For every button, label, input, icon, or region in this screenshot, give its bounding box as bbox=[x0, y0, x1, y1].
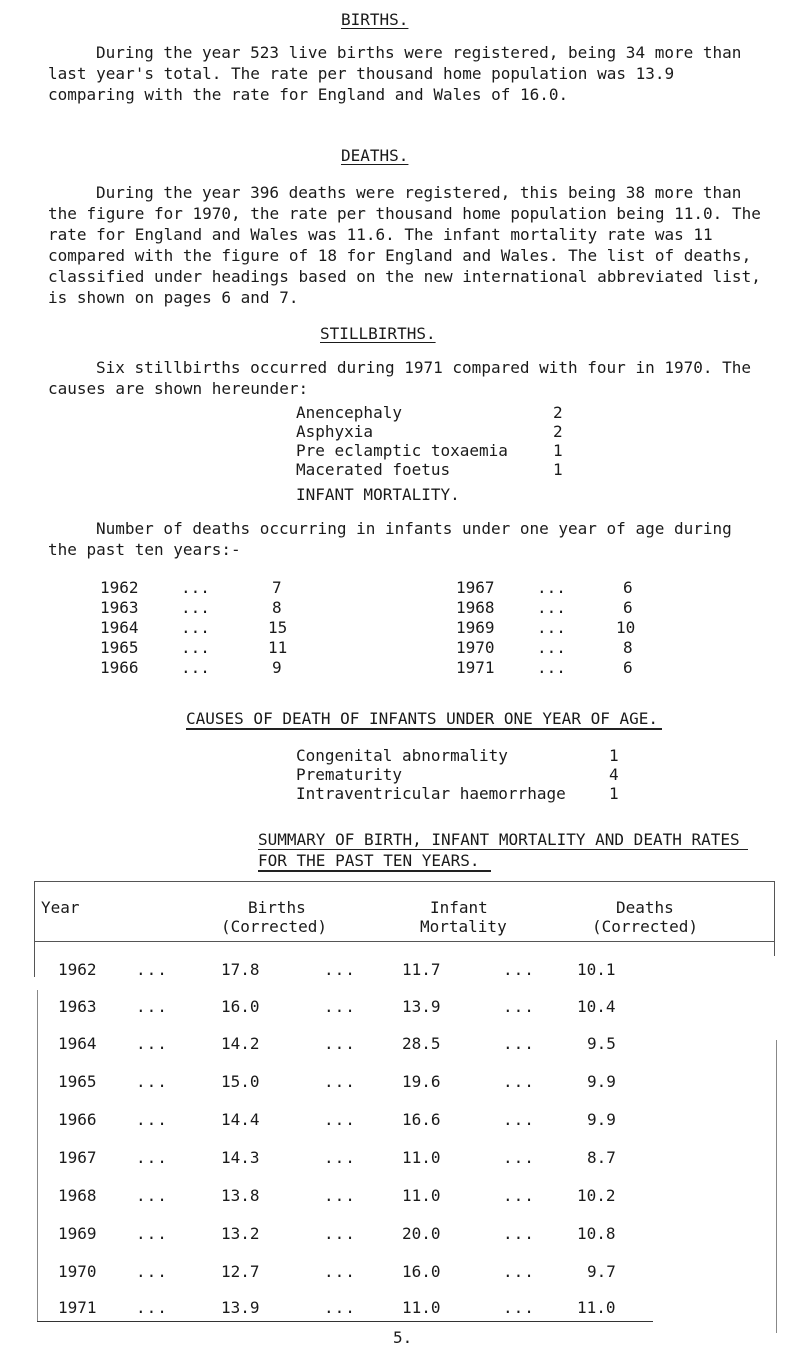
row-year: 1971 bbox=[58, 1298, 97, 1317]
row-year: 1963 bbox=[58, 997, 97, 1016]
row-deaths: 10.8 bbox=[577, 1224, 616, 1243]
row-infant: 20.0 bbox=[402, 1224, 441, 1243]
row-births: 13.8 bbox=[221, 1186, 260, 1205]
infant-dots: ... bbox=[537, 618, 566, 637]
row-year: 1968 bbox=[58, 1186, 97, 1205]
row-deaths: 11.0 bbox=[577, 1298, 616, 1317]
row-dots: ... bbox=[136, 1224, 168, 1243]
row-year: 1967 bbox=[58, 1148, 97, 1167]
stillbirths-heading: STILLBIRTHS. bbox=[320, 324, 436, 343]
infant-cause-label: Congenital abnormality bbox=[296, 746, 508, 765]
stillbirth-cause-count: 1 bbox=[553, 460, 563, 479]
row-deaths: 9.9 bbox=[587, 1110, 616, 1129]
infant-year: 1964 bbox=[100, 618, 139, 637]
stillbirth-cause-label: Pre eclamptic toxaemia bbox=[296, 441, 508, 460]
summary-heading-underline1 bbox=[258, 849, 748, 850]
infant-mortality-heading: INFANT MORTALITY. bbox=[296, 485, 460, 504]
row-dots: ... bbox=[136, 960, 168, 979]
row-dots: ... bbox=[136, 997, 168, 1016]
row-births: 14.3 bbox=[221, 1148, 260, 1167]
stillbirth-cause-label: Asphyxia bbox=[296, 422, 374, 441]
row-dots: ... bbox=[324, 1148, 356, 1167]
column-header-births: Births bbox=[248, 898, 306, 917]
row-dots: ... bbox=[503, 1148, 535, 1167]
row-infant: 11.7 bbox=[402, 960, 441, 979]
row-births: 14.2 bbox=[221, 1034, 260, 1053]
row-dots: ... bbox=[136, 1186, 168, 1205]
infant-count: 8 bbox=[623, 638, 633, 657]
row-dots: ... bbox=[503, 997, 535, 1016]
infant-count: 11 bbox=[268, 638, 288, 657]
infant-count: 15 bbox=[268, 618, 288, 637]
infant-count: 6 bbox=[623, 658, 633, 677]
row-dots: ... bbox=[324, 1110, 356, 1129]
infant-cause-label: Intraventricular haemorrhage bbox=[296, 784, 566, 803]
infant-count: 7 bbox=[272, 578, 282, 597]
row-births: 16.0 bbox=[221, 997, 260, 1016]
infant-year: 1967 bbox=[456, 578, 495, 597]
table-right-border bbox=[776, 1040, 777, 1333]
deaths-paragraph: During the year 396 deaths were registered, this being 38 more than the figure for 1970, the rate per thousand home population being 11.0. The rate for England and Wales was 11.6. The infant mortality rate was 11 compared with the figure of 18 for England and Wales. The list of deaths, classified under headings based on the new international abbreviated list, is shown on pages 6 and 7. bbox=[48, 183, 761, 307]
row-infant: 28.5 bbox=[402, 1034, 441, 1053]
table-bottom-rule bbox=[37, 1321, 653, 1322]
infant-cause-count: 1 bbox=[609, 746, 619, 765]
row-dots: ... bbox=[324, 1224, 356, 1243]
row-dots: ... bbox=[503, 1186, 535, 1205]
summary-heading-line1: SUMMARY OF BIRTH, INFANT MORTALITY AND DEATH RATES bbox=[258, 830, 740, 849]
row-dots: ... bbox=[503, 1072, 535, 1091]
row-infant: 19.6 bbox=[402, 1072, 441, 1091]
infant-cause-label: Prematurity bbox=[296, 765, 402, 784]
summary-heading-line2: FOR THE PAST TEN YEARS. bbox=[258, 851, 480, 870]
row-deaths: 9.7 bbox=[587, 1262, 616, 1281]
column-header-year: Year bbox=[41, 898, 80, 917]
row-year: 1966 bbox=[58, 1110, 97, 1129]
row-births: 15.0 bbox=[221, 1072, 260, 1091]
row-births: 14.4 bbox=[221, 1110, 260, 1129]
infant-dots: ... bbox=[181, 598, 210, 617]
infant-year: 1962 bbox=[100, 578, 139, 597]
row-deaths: 10.2 bbox=[577, 1186, 616, 1205]
infant-mortality-paragraph: Number of deaths occurring in infants under one year of age during the past ten years:- bbox=[48, 519, 732, 559]
row-deaths: 8.7 bbox=[587, 1148, 616, 1167]
infant-dots: ... bbox=[537, 578, 566, 597]
infant-year: 1970 bbox=[456, 638, 495, 657]
row-births: 13.9 bbox=[221, 1298, 260, 1317]
row-dots: ... bbox=[503, 960, 535, 979]
column-header-infant: Infant bbox=[430, 898, 488, 917]
infant-causes-heading: CAUSES OF DEATH OF INFANTS UNDER ONE YEAR OF AGE. bbox=[186, 709, 659, 728]
stillbirths-paragraph: Six stillbirths occurred during 1971 compared with four in 1970. The causes are shown hereunder: bbox=[48, 358, 752, 398]
infant-year: 1969 bbox=[456, 618, 495, 637]
infant-dots: ... bbox=[181, 618, 210, 637]
row-dots: ... bbox=[503, 1110, 535, 1129]
infant-dots: ... bbox=[537, 658, 566, 677]
row-dots: ... bbox=[136, 1262, 168, 1281]
infant-dots: ... bbox=[181, 578, 210, 597]
row-infant: 13.9 bbox=[402, 997, 441, 1016]
infant-cause-count: 4 bbox=[609, 765, 619, 784]
stillbirth-cause-label: Macerated foetus bbox=[296, 460, 451, 479]
births-heading: BIRTHS. bbox=[341, 10, 409, 29]
stillbirth-cause-count: 1 bbox=[553, 441, 563, 460]
row-dots: ... bbox=[324, 1298, 356, 1317]
row-infant: 16.0 bbox=[402, 1262, 441, 1281]
page-number: 5. bbox=[393, 1328, 413, 1347]
row-dots: ... bbox=[136, 1298, 168, 1317]
row-dots: ... bbox=[136, 1072, 168, 1091]
infant-year: 1963 bbox=[100, 598, 139, 617]
row-dots: ... bbox=[324, 960, 356, 979]
row-dots: ... bbox=[324, 1186, 356, 1205]
infant-causes-underline bbox=[186, 728, 662, 730]
infant-count: 6 bbox=[623, 578, 633, 597]
row-dots: ... bbox=[136, 1110, 168, 1129]
table-right-border-top bbox=[774, 881, 775, 956]
row-infant: 11.0 bbox=[402, 1186, 441, 1205]
row-infant: 11.0 bbox=[402, 1148, 441, 1167]
row-dots: ... bbox=[503, 1262, 535, 1281]
infant-cause-count: 1 bbox=[609, 784, 619, 803]
row-dots: ... bbox=[324, 997, 356, 1016]
infant-count: 8 bbox=[272, 598, 282, 617]
summary-heading-underline2 bbox=[258, 870, 491, 872]
column-header-births-sub: (Corrected) bbox=[221, 917, 327, 936]
row-deaths: 9.5 bbox=[587, 1034, 616, 1053]
table-left-border-top bbox=[34, 881, 35, 977]
row-year: 1969 bbox=[58, 1224, 97, 1243]
stillbirth-cause-label: Anencephaly bbox=[296, 403, 402, 422]
row-year: 1964 bbox=[58, 1034, 97, 1053]
row-dots: ... bbox=[503, 1298, 535, 1317]
row-dots: ... bbox=[136, 1148, 168, 1167]
infant-year: 1971 bbox=[456, 658, 495, 677]
row-year: 1965 bbox=[58, 1072, 97, 1091]
row-deaths: 10.4 bbox=[577, 997, 616, 1016]
row-births: 13.2 bbox=[221, 1224, 260, 1243]
column-header-deaths-sub: (Corrected) bbox=[592, 917, 698, 936]
row-dots: ... bbox=[503, 1034, 535, 1053]
infant-count: 6 bbox=[623, 598, 633, 617]
stillbirth-cause-count: 2 bbox=[553, 403, 563, 422]
row-births: 12.7 bbox=[221, 1262, 260, 1281]
infant-dots: ... bbox=[537, 598, 566, 617]
row-year: 1962 bbox=[58, 960, 97, 979]
row-infant: 11.0 bbox=[402, 1298, 441, 1317]
table-left-border bbox=[37, 990, 38, 1322]
infant-year: 1965 bbox=[100, 638, 139, 657]
infant-count: 9 bbox=[272, 658, 282, 677]
row-year: 1970 bbox=[58, 1262, 97, 1281]
deaths-heading: DEATHS. bbox=[341, 146, 409, 165]
infant-year: 1968 bbox=[456, 598, 495, 617]
stillbirth-cause-count: 2 bbox=[553, 422, 563, 441]
column-header-infant-sub: Mortality bbox=[420, 917, 507, 936]
infant-dots: ... bbox=[181, 658, 210, 677]
table-header-rule bbox=[34, 941, 774, 942]
row-dots: ... bbox=[324, 1072, 356, 1091]
column-header-deaths: Deaths bbox=[616, 898, 674, 917]
row-infant: 16.6 bbox=[402, 1110, 441, 1129]
row-dots: ... bbox=[503, 1224, 535, 1243]
row-dots: ... bbox=[324, 1034, 356, 1053]
infant-count: 10 bbox=[616, 618, 636, 637]
row-deaths: 10.1 bbox=[577, 960, 616, 979]
infant-year: 1966 bbox=[100, 658, 139, 677]
table-top-rule bbox=[34, 881, 774, 882]
row-births: 17.8 bbox=[221, 960, 260, 979]
infant-dots: ... bbox=[181, 638, 210, 657]
row-dots: ... bbox=[136, 1034, 168, 1053]
infant-dots: ... bbox=[537, 638, 566, 657]
row-dots: ... bbox=[324, 1262, 356, 1281]
row-deaths: 9.9 bbox=[587, 1072, 616, 1091]
births-paragraph: During the year 523 live births were registered, being 34 more than last year's total. The rate per thousand home population was 13.9 comparing with the rate for England and Wales of 16.0. bbox=[48, 43, 742, 104]
